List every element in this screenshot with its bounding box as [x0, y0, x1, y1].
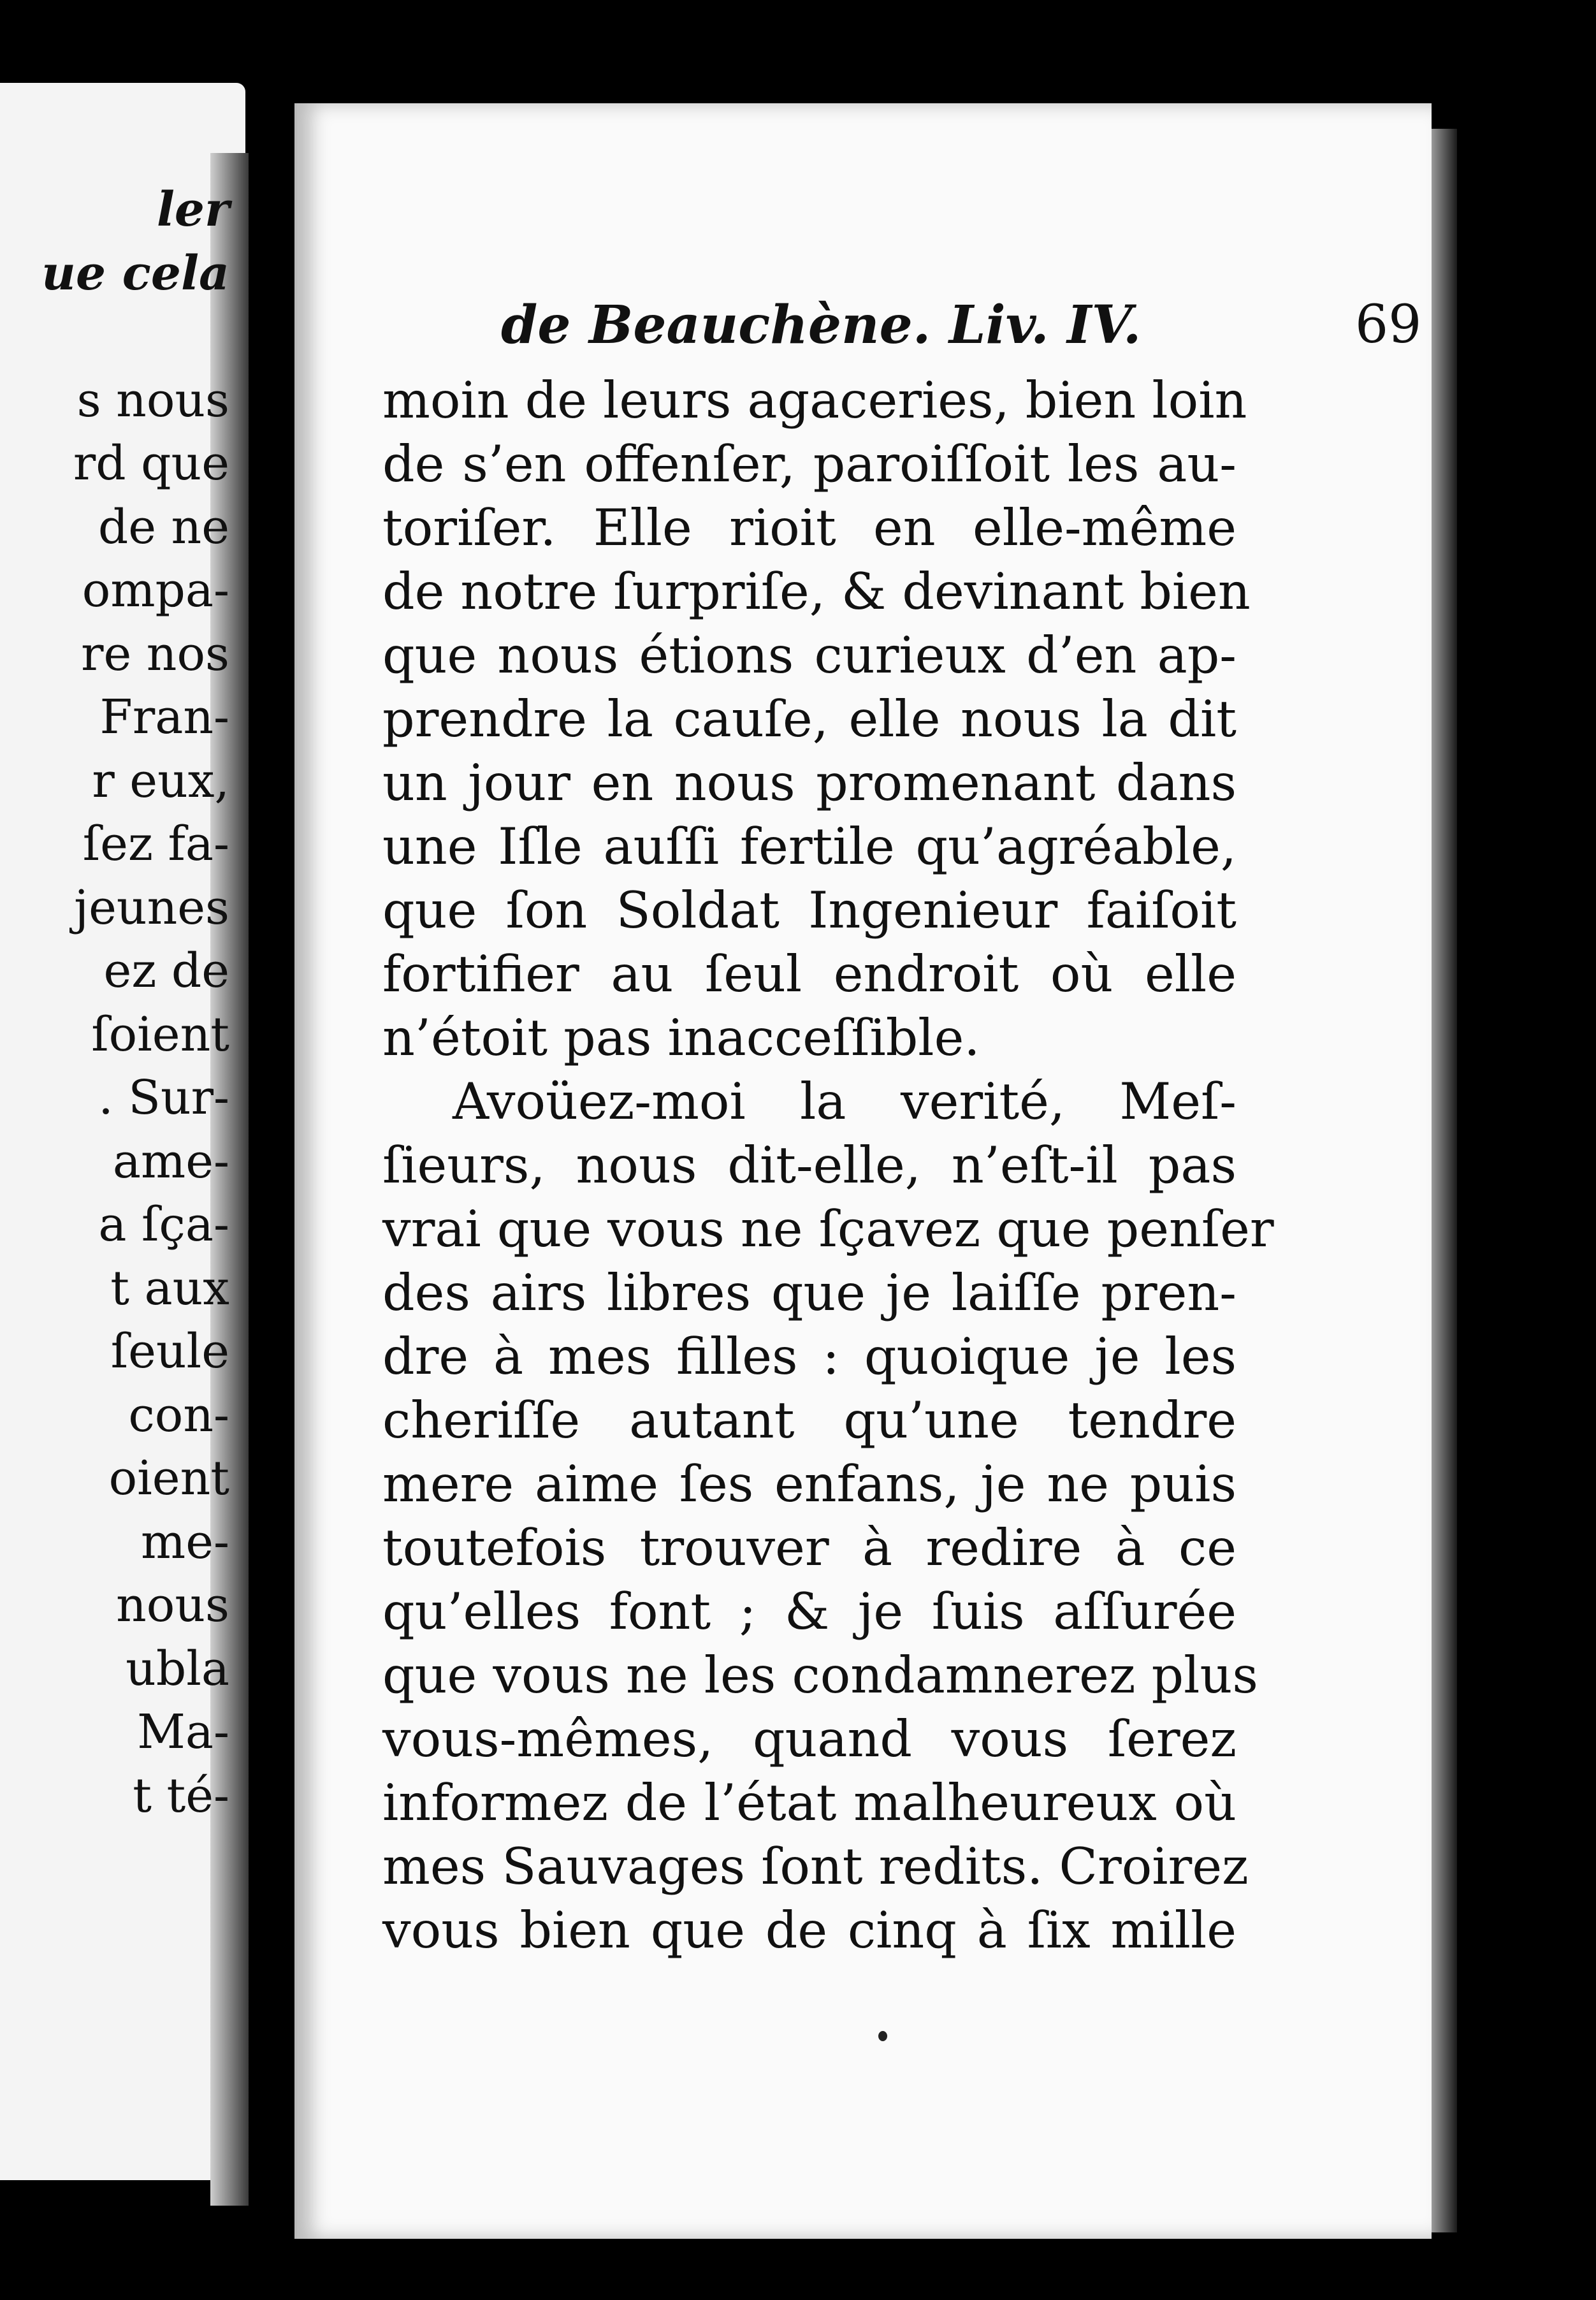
text-line: un jour en nous promenant dans	[382, 753, 1237, 812]
left-page-line: s nous	[76, 372, 229, 428]
text-line: n’étoit pas inacceſſible.	[382, 1008, 980, 1067]
text-line: informez de l’état malheureux où	[382, 1773, 1237, 1832]
left-page-line: de ne	[98, 499, 229, 555]
text-line: une Iſle auſſi fertile qu’agréable,	[382, 817, 1237, 876]
left-page-line: . Sur-	[98, 1070, 229, 1125]
left-page-line	[0, 305, 229, 369]
left-page-line: ez de	[103, 943, 229, 998]
text-line: toutefois trouver à redire à ce	[382, 1518, 1237, 1577]
left-page-line: t aux	[110, 1260, 229, 1316]
left-page-line: ompa-	[82, 563, 229, 618]
text-line: vous-mêmes, quand vous ſerez	[382, 1710, 1237, 1768]
text-line: moin de leurs agaceries, bien loin	[382, 371, 1247, 430]
text-line: mes Sauvages ſont redits. Croirez	[382, 1837, 1249, 1896]
left-page-line: ubla	[126, 1641, 229, 1696]
left-page-line: nous	[116, 1578, 229, 1633]
left-page-line: Ma-	[137, 1705, 229, 1759]
text-line: toriſer. Elle rioit en elle-même	[382, 499, 1237, 557]
page-header	[501, 295, 1521, 365]
text-line: fortifier au ſeul endroit où elle	[382, 945, 1237, 1003]
text-line: de notre ſurpriſe, & devinant bien	[382, 562, 1251, 621]
text-line: des airs libres que je laiſſe pren-	[382, 1263, 1237, 1322]
left-page-line: ame-	[112, 1133, 229, 1189]
text-line: ſieurs, nous dit-elle, n’eſt-il pas	[382, 1136, 1237, 1195]
body-text	[382, 368, 1274, 1962]
left-page-line: jeunes	[74, 880, 229, 935]
left-page-line: ue cela	[41, 245, 229, 301]
text-line: qu’elles font ; & je ſuis aſſurée	[382, 1582, 1237, 1641]
left-page-line: con-	[128, 1387, 229, 1443]
text-line: de s’en offenſer, paroiſſoit les au-	[382, 435, 1237, 493]
left-page-line: a ſça-	[98, 1197, 229, 1252]
text-line: Avoüez-moi la verité, Meſ-	[453, 1072, 1237, 1131]
left-page-line: Fran-	[99, 690, 229, 745]
page-number: 69	[1355, 295, 1422, 355]
ink-speck	[878, 2031, 887, 2041]
left-page-line: ſez fa-	[82, 817, 229, 871]
running-head: de Beauchène. Liv. IV.	[501, 295, 1142, 356]
left-page-line: oient	[108, 1451, 229, 1506]
text-line: cheriſſe autant qu’une tendre	[382, 1391, 1237, 1450]
left-page-line: me-	[141, 1514, 229, 1569]
left-page-line: r eux,	[92, 753, 229, 808]
left-page-line: t té-	[133, 1768, 229, 1823]
text-line: vrai que vous ne ſçavez que penſer	[382, 1200, 1274, 1258]
text-line: que ſon Soldat Ingenieur faiſoit	[382, 881, 1237, 940]
left-page-line: ſeule	[110, 1324, 229, 1379]
text-line: vous bien que de cinq à ſix mille	[382, 1901, 1237, 1960]
text-line: que nous étions curieux d’en ap-	[382, 626, 1237, 685]
left-page-line: rd que	[73, 436, 229, 491]
left-page-line: ler	[156, 182, 229, 237]
text-line: dre à mes filles : quoique je les	[382, 1327, 1237, 1386]
left-page-line: ſoient	[91, 1007, 229, 1062]
left-page-text	[0, 178, 229, 1828]
left-page-line: re nos	[81, 626, 229, 681]
text-line: prendre la cauſe, elle nous la dit	[382, 690, 1237, 748]
text-line: mere aime ſes enfans, je ne puis	[382, 1455, 1237, 1513]
text-line: que vous ne les condamnerez plus	[382, 1646, 1258, 1705]
